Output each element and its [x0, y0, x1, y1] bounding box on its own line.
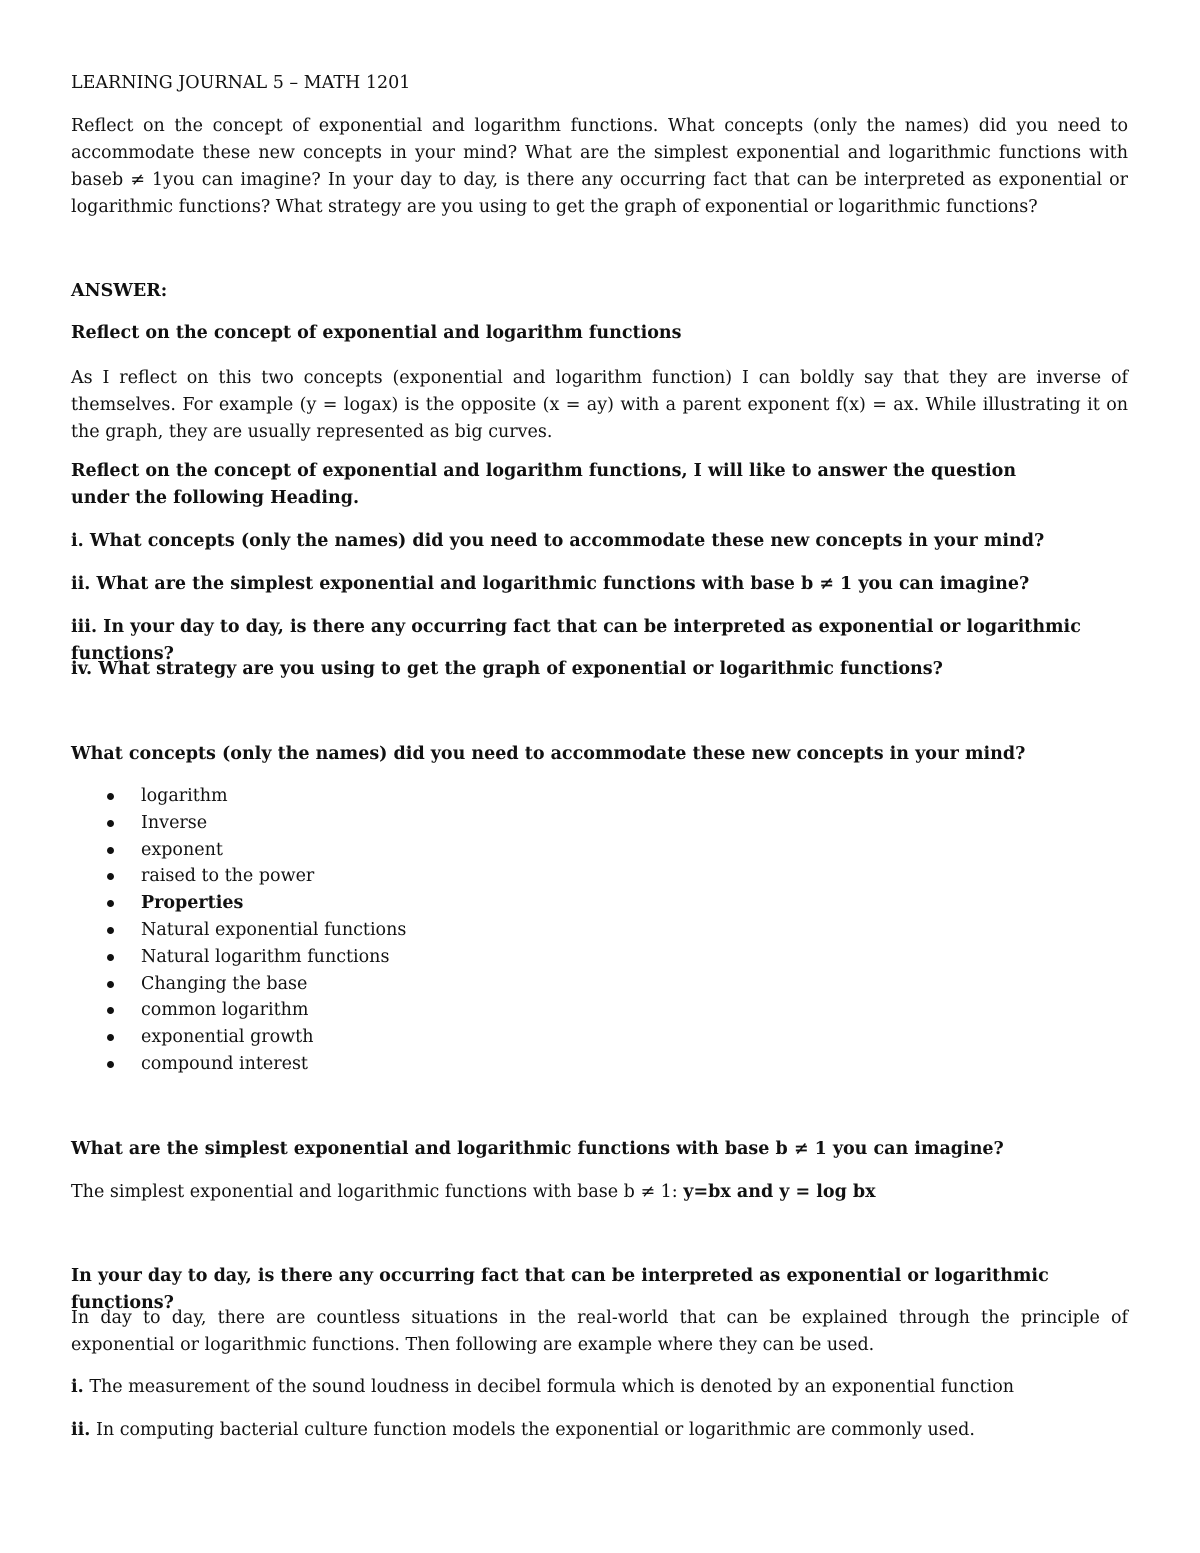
bullet-icon: [107, 793, 114, 800]
list-item: Natural logarithm functions: [71, 944, 671, 971]
question-i: i. What concepts (only the names) did you need to accommodate these new concepts in your mind?: [71, 531, 1045, 551]
question-iv: iv. What strategy are you using to get the graph of exponential or logarithmic functions?: [71, 659, 943, 679]
bullet-icon: [107, 1061, 114, 1068]
day-to-day-paragraph: In day to day, there are countless situations in the real-world that can be explained through the principle of exponential or logarithmic functions. Then following are example where they can be used.: [71, 1308, 1128, 1355]
concepts-heading: What concepts (only the names) did you need to accommodate these new concepts in your mind?: [71, 744, 1026, 764]
bullet-icon: [107, 927, 114, 934]
question-iii: iii. In your day to day, is there any occurring fact that can be interpreted as exponential or logarithmic functions?: [71, 617, 1081, 664]
reflect-paragraph: As I reflect on this two concepts (exponential and logarithm function) I can boldly say that they are inverse of themselves. For example (y = logax) is the opposite (x = ay) with a parent exponent f(x) = ax. While illustrating it on the graph, they are usually represented as big curves.: [71, 368, 1128, 442]
list-item: Properties: [71, 890, 671, 917]
prompt-paragraph: Reflect on the concept of exponential and logarithm functions. What concepts (only the names) did you need to accommodate these new concepts in your mind? What are the simplest exponential and logarithmic functions with baseb ≠ 1you can imagine? In your day to day, is there any occurring fact that can be interpreted as exponential or logarithmic functions? What strategy are you using to get the graph of exponential or logarithmic functions?: [71, 116, 1128, 217]
question-ii: ii. What are the simplest exponential and logarithmic functions with base b ≠ 1 you can imagine?: [71, 574, 1030, 594]
list-item: raised to the power: [71, 863, 671, 890]
list-item: compound interest: [71, 1051, 671, 1078]
example-ii: ii. In computing bacterial culture function models the exponential or logarithmic are commonly used.: [71, 1420, 975, 1440]
bullet-icon: [107, 847, 114, 854]
bullet-icon: [107, 1034, 114, 1041]
list-item: exponent: [71, 837, 671, 864]
answer-label: ANSWER:: [71, 281, 168, 301]
bullet-icon: [107, 820, 114, 827]
list-item: Inverse: [71, 810, 671, 837]
simplest-heading: What are the simplest exponential and logarithmic functions with base b ≠ 1 you can imagine?: [71, 1139, 1004, 1159]
bullet-icon: [107, 981, 114, 988]
list-item: logarithm: [71, 783, 671, 810]
bullet-icon: [107, 1007, 114, 1014]
list-item: exponential growth: [71, 1024, 671, 1051]
bullet-icon: [107, 900, 114, 907]
bullet-icon: [107, 873, 114, 880]
list-item: Changing the base: [71, 971, 671, 998]
simplest-paragraph: The simplest exponential and logarithmic functions with base b ≠ 1: y=bx and y = log bx: [71, 1182, 876, 1202]
list-item: Natural exponential functions: [71, 917, 671, 944]
day-to-day-heading: In your day to day, is there any occurring fact that can be interpreted as exponential or logarithmic functions?: [71, 1266, 1049, 1313]
document-title: LEARNING JOURNAL 5 – MATH 1201: [71, 73, 411, 93]
example-i: i. The measurement of the sound loudness in decibel formula which is denoted by an exponential function: [71, 1377, 1015, 1397]
reflect-heading: Reflect on the concept of exponential and logarithm functions: [71, 323, 682, 343]
list-item: common logarithm: [71, 997, 671, 1024]
reflect-heading-2: Reflect on the concept of exponential and logarithm functions, I will like to answer the question under the following Heading.: [71, 461, 1017, 508]
bullet-icon: [107, 954, 114, 961]
concepts-list: [71, 783, 671, 1078]
